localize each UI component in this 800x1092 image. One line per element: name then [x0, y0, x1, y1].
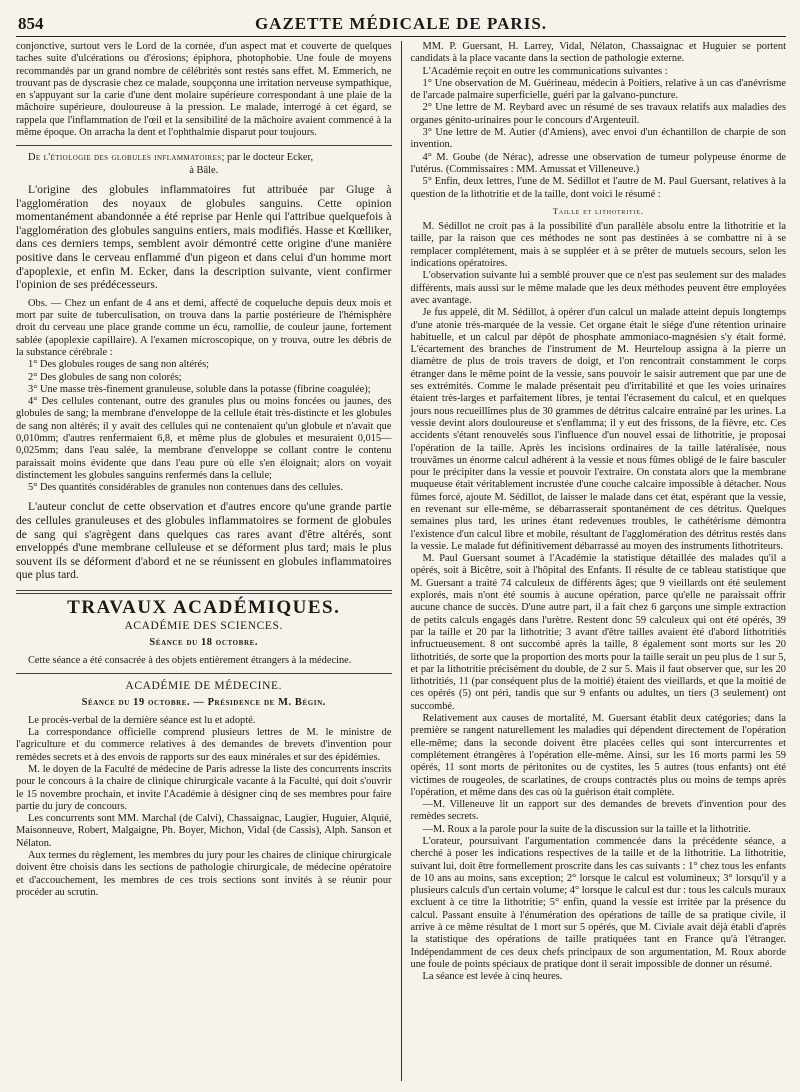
conclusion-paragraph: L'auteur conclut de cette observation et d'autres encore qu'une grande partie des cellules granuleuses et des globules inflammatoires se forment de globules de sang qui s'agrègent dans quelques cas rares avant d'être altérés, sont enveloppés d'une membrane celluleuse et se déforment plus tard; mais le plus souvent ils se déforment d'abord et ne se réunissent en globules inflammatoires que plus tard.	[16, 500, 392, 582]
paragraph: M. le doyen de la Faculté de médecine de Paris adresse la liste des concurrents inscrits pour le concours à la chaire de clinique chirurgicale vacante à la Faculté, qui doit s'ouvrir le 15 novembre prochain, et invite l'Académie à désigner cinq de ses membres pour faire partie du jury de concours.	[16, 764, 392, 812]
paragraph: Aux termes du règlement, les membres du jury pour les chaires de clinique chirurgicale doivent être choisis dans les sections de pathologie chirurgicale, de médecine opératoire et d'accouchement, les membres de ces trois sections sont invités à se réunir pour procéder au scrutin.	[16, 850, 392, 898]
paragraph: Les concurrents sont MM. Marchal (de Calvi), Chassaignac, Laugier, Huguier, Alquié, Maisonneuve, Robert, Malgaigne, Ph. Boyer, Michon, Vidal (de Cassis), Alph. Sanson et Nélaton.	[16, 813, 392, 849]
list-item: 1° Une observation de M. Guérineau, médecin à Poitiers, relative à un cas d'anévrisme de l'arcade palmaire superficielle, guéri par la galvano-puncture.	[410, 77, 786, 102]
section-title: TRAVAUX ACADÉMIQUES.	[67, 597, 341, 619]
paragraph: Relativement aux causes de mortalité, M. Guersant établit deux catégories; dans la première se rangent naturellement les maladies qui dépendent directement de l'opération elle-même; dans la seconde doivent être placées celles qui sont intercurrentes et complétement étrangères à l'opération elle-même. Ainsi, sur les 16 morts parmi les 59 opérés, 11 sont morts de péritonites ou de cystites, les 5 autres (tous enfants) ont été victimes de rougeoles, de scarlatines, de croups contractés plus ou moins de temps après l'opération, et même dans des cas où la guérison était complète.	[410, 713, 786, 798]
subsection-title: Taille et lithotritie.	[552, 205, 644, 216]
page-header	[16, 12, 786, 37]
paragraph: conjonctive, surtout vers le Lord de la cornée, d'un aspect mat et couverte de quelques taches suite d'ulcérations ou d'érosions; épiphora, photophobie. Une foule de moyens recommandés par un grand nombre de célébrités sont restés sans effet. M. Emmerich, ne trouvant pas de dyscrasie chez ce malade, soupçonna une irritation nerveuse sympathique, en s'appuyant sur la carie d'une dent molaire supérieure correspondant à une plaie de la mâchoire supérieure, douloureuse à la pression. Le malade, interrogé à cet égard, se rappela que l'inflammation de l'œil et la sensibilité de la mâchoire avaient commencé à la même époque. On arracha la dent et l'ophthalmie disparut pour toujours.	[16, 41, 392, 139]
paragraph: —M. Roux a la parole pour la suite de la discussion sur la taille et la lithotritie.	[422, 823, 751, 835]
paragraph: —M. Villeneuve lit un rapport sur des demandes de brevets d'invention pour des remèdes secrets.	[410, 799, 786, 823]
observation-paragraph: Obs. — Chez un enfant de 4 ans et demi, affecté de coqueluche depuis deux mois et mort par suite de tuberculisation, on trouva dans la partie postérieure de l'hémisphère droit du cerveau une place grande comme un écu, ramollie, de couleur jaune, fortement sablée (apoplexie capillaire). A l'examen microscopique, on y trouva, outre les débris de la substance cérébrale :	[16, 297, 392, 358]
paragraph: L'Académie reçoit en outre les communications suivantes :	[422, 65, 668, 77]
section-divider	[16, 590, 392, 594]
list-item: 3° Une masse très-finement granuleuse, soluble dans la potasse (fibrine coagulée);	[28, 383, 371, 395]
list-item: 1° Des globules rouges de sang non altérés;	[28, 359, 210, 371]
list-item: 5° Enfin, deux lettres, l'une de M. Sédillot et l'autre de M. Paul Guersant, relatives à la question de la lithotritie et de la taille, dont voici le résumé :	[410, 176, 786, 200]
list-item: 2° Une lettre de M. Reybard avec un résumé de ses travaux relatifs aux maladies des organes génito-urinaires pour le concours d'Argenteuil.	[410, 102, 786, 126]
session-heading: Séance du 18 octobre.	[149, 636, 259, 648]
list-item: 2° Des globules de sang non colorés;	[28, 371, 182, 383]
divider	[16, 145, 392, 146]
page-number: 854	[18, 14, 44, 33]
article-title-place: à Bâle.	[189, 164, 219, 176]
list-item: 4° Des cellules contenant, outre des granules plus ou moins foncées ou jaunes, des globules de sang; la membrane d'enveloppe de la cellule était très-distincte et les globules de sang non altérés; il y avait des cellules qui ne contenaient qu'un globule et n'avait que 0,010mm; d'autres renfermaient 6,8, et même plus de globules et mesuraient 0,015—0,025mm; dans l'eau salée, la membrane d'enveloppe se collant contre le contenu paraissait moins évidente que dans l'eau pure où elle s'en éloignait; alors on voyait distinctement les globules sanguins renfermés dans la cellule;	[16, 396, 392, 481]
article-title	[16, 152, 392, 164]
paragraph: M. Paul Guersant soumet à l'Académie la statistique détaillée des malades qu'il a opérés, soit à Bicêtre, soit à l'hôpital des Enfants. Il résulte de ce tableau statistique que M. Guersant a traité 74 calculeux de différents âges; que 9 vieillards ont été seulement explorés, mais n'ont été soumis à aucune opération, parce qu'elle ne paraissait offrir aucune chance de succès. D'une autre part, il a fait chez 6 garçons une simple extraction de petits calculs engagés dans l'urètre. Restent donc 59 calculeux qui ont été opérés, 39 par la taille et 20 par la lithotritie; 3 avant d'être tailles avaient été d'abord lithotritiés infructueusement. 8 ont succombé après la taille, 8 également sont morts sur les 20 lithotritiés, de sorte que la proportion des morts pour la taille serait un peu plus de 1 sur 5, et par la lithotritie précisément du double, de 2 sur 5. Mais il faut observer que, sur les 20 lithotritiés, 11 (par conséquent plus de la moitié) étaient des vieillards, et que la moitié de ces opérés (5) ont péri, tandis que sur 9 enfants ou adultes, un tiers (3 seulement) ont succombé.	[410, 553, 786, 712]
paragraph: MM. P. Guersant, H. Larrey, Vidal, Nélaton, Chassaignac et Huguier se portent candidats à la place vacante dans la section de pathologie externe.	[410, 41, 786, 65]
paragraph: L'orateur, poursuivant l'argumentation commencée dans la précédente séance, a cherché à poser les indications respectives de la taille et de la lithotritie. La lithotritie, suivant lui, doit être formellement proscrite dans les cas suivants : 1° chez tous les enfants de 10 ans au moins, sans exception; 2° lorsque le calcul est volumineux; 3° lorsqu'il y a plusieurs calculs d'un certain volume; 4° lorsque le calcul est dur : tous les calculs muraux excluent à ce titre la lithotritie; 5° enfin, quand la vessie est irritée par la présence du calcul. Passant ensuite à l'énumération des opérations de taille de sa pratique civile, il arrive à ce même résultat de 1 mort sur 5 opérés, que M. Civiale avait déjà établi d'après la statistique des opérations de taille pratiquées tant en France qu'à l'étranger. Indépendamment de ces deux chefs principaux de son argumentation, M. Roux aborde une foule de points spéciaux de pratique dont il serait impossible de donner un résumé.	[410, 836, 786, 970]
right-column	[402, 41, 787, 1081]
paragraph: Je fus appelé, dit M. Sédillot, à opérer d'un calcul un malade atteint depuis longtemps d'une atonie très-marquée de la vessie. Cet organe était le siége d'une rétention urinaire habituelle, et un calcul par dépôt de phosphate ammoniaco-magnésien s'y était formé. L'écartement des branches de l'instrument de M. Heurteloup assigna à la pierre un diamètre de plus de trois travers de doigt, et l'on rencontrait constamment le corps étranger dans le même point de la vessie, sans pouvoir le saisir autrement que par une de ses extrémités. Comme le malade présentait peu d'irritabilité et que les voies urinaires étaient très-larges et parfaitement libres, je tentai l'écrasement du calcul, et en quelques jours nous recueillîmes plus de 30 grammes de détritus calcaire entraîné par les urines. La vessie devint alors douloureuse et s'enflamma; il y eut des frissons, de la fièvre, etc. Ces accidents s'étant renouvelés sous l'influence d'un nouvel essai de lithotritie, je proposai l'opération de la taille. Après les incisions ordinaires de la taille latéralisée, nous trouvâmes un énorme calcul adhérent à la vessie et nous fûmes obligé de le faire basculer pour le précipiter dans la vessie et pouvoir l'extraire. On constata alors que la membrane muqueuse était véritablement incrustée d'une couche calcaire impossible à détacher. Nous fûmes forcé, ajoute M. Sédillot, de laisser le malade dans cet état, espérant que la vessie, en revenant sur elle-même, se débarrasserait spontanément de ces détritus. Quelques semaines plus tard, les urines étant redevenues troubles, le cathétérisme démontra l'existence d'un calcul libre et mobile, résultant de l'agglomération des détritus restés dans la vessie. Le malade fut définitivement débarrassé au moyen des instruments lithotriteurs.	[410, 307, 786, 552]
paragraph: Cette séance a été consacrée à des objets entièrement étrangers à la médecine.	[28, 654, 352, 666]
session-heading: Séance du 19 octobre. — Présidence de M. Bégin.	[81, 696, 326, 708]
article-title-author: ; par le docteur Ecker,	[221, 152, 314, 164]
article-title-main: De l'étiologie des globules inflammatoires	[28, 152, 222, 164]
journal-title: GAZETTE MÉDICALE DE PARIS.	[254, 14, 548, 33]
list-item: 5° Des quantités considérables de granules non contenues dans des cellules.	[28, 482, 343, 494]
paragraph: M. Sédillot ne croit pas à la possibilité d'un parallèle absolu entre la lithotritie et la taille, par la raison que ces méthodes ne sont pas destinées à se combattre ni à se remplacer complétement, mais à se suppléer et à se prêter de mutuels secours, selon les indications opératoires.	[410, 221, 786, 270]
closing-line: La séance est levée à cinq heures.	[422, 971, 563, 983]
paragraph: La correspondance officielle comprend plusieurs lettres de M. le ministre de l'agriculture et du commerce relatives à des demandes de brevets d'invention pour remèdes secrets et à des envois de rapports sur des eaux minérales et sur des épidémies.	[16, 727, 392, 763]
academy-title: ACADÉMIE DE MÉDECINE.	[125, 680, 283, 693]
paragraph: L'origine des globules inflammatoires fut attribuée par Gluge à l'agglomération des noyaux de globules sanguins. Cette opinion momentanément abandonnée a été reprise par Henle qui l'attribue quelquefois à l'agglomération des globules sanguins entiers, mais modifiés. Hasse et Kœlliker, dans ces derniers temps, semblent avoir démontré cette origine d'une manière positive dans le cerveau enflammé d'un pigeon et dans celui d'un homme mort d'apoplexie, et enfin M. Ecker, dans la description suivante, vient confirmer l'opinion de ses prédécesseurs.	[16, 182, 392, 292]
paragraph: Le procès-verbal de la dernière séance est lu et adopté.	[28, 714, 256, 726]
left-column	[16, 41, 401, 1081]
list-item: 3° Une lettre de M. Autier (d'Amiens), avec envoi d'un échantillon de charpie de son invention.	[410, 127, 786, 151]
list-item: 4° M. Goube (de Nérac), adresse une observation de tumeur polypeuse énorme de l'utérus. (Commissaires : MM. Amussat et Villeneuve.)	[410, 151, 786, 175]
two-column-body	[16, 41, 786, 1081]
academy-title: ACADÉMIE DES SCIENCES.	[124, 620, 284, 633]
divider	[16, 673, 392, 674]
paragraph: L'observation suivante lui a semblé prouver que ce n'est pas seulement sur des malades différents, mais aussi sur le même malade que les deux méthodes peuvent être employées avec avantage.	[410, 270, 786, 306]
